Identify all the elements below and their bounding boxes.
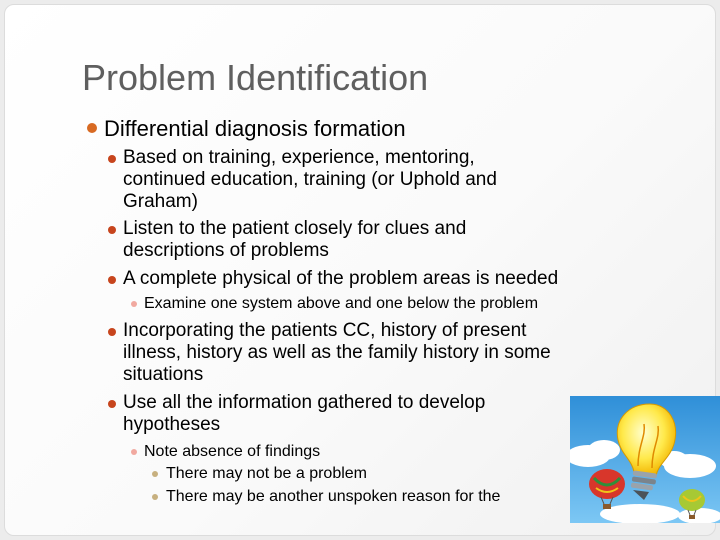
bullet-l2-dot [108,328,116,336]
bullet-l3-7: Note absence of findings [144,443,321,460]
bullet-l2-2 [123,218,683,262]
bullet-l4-dot [152,494,158,500]
bullet-l2-dot [108,226,116,234]
bullet-l2-dot [108,155,116,163]
bullet-line: Listen to the patient closely for clues and [123,218,467,239]
bullet-line: hypotheses [123,414,221,435]
bullet-line: situations [123,364,204,385]
bullet-l3-dot [131,449,137,455]
bullet-l3-dot [131,301,137,307]
bullet-l2-dot [108,276,116,284]
bullet-line: descriptions of problems [123,240,329,261]
bullet-l4-dot [152,471,158,477]
bullet-line: Use all the information gathered to develop [123,392,486,413]
bullet-l2-dot [108,400,116,408]
bullet-l4-9: There may be another unspoken reason for the [166,488,501,505]
bullet-line: illness, history as well as the family history in some [123,342,551,363]
slide-title: Problem Identification [82,57,429,98]
bullet-l4-8: There may not be a problem [166,465,367,482]
bullet-line: continued education, training (or Uphold and [123,169,497,190]
lightbulb-balloons-clipart [570,396,720,523]
bullet-line: Incorporating the patients CC, history of present [123,320,527,341]
bullet-l1-dot [87,123,97,133]
bullet-l1-0: Differential diagnosis formation [104,116,406,141]
bullet-line: Based on training, experience, mentoring, [123,147,475,168]
bullet-l2-5 [123,320,683,386]
bullet-l3-4: Examine one system above and one below the problem [144,295,539,312]
bullet-l2-3: A complete physical of the problem areas is needed [123,268,559,289]
bullet-line: Graham) [123,191,198,212]
bullet-l2-1 [123,147,683,213]
